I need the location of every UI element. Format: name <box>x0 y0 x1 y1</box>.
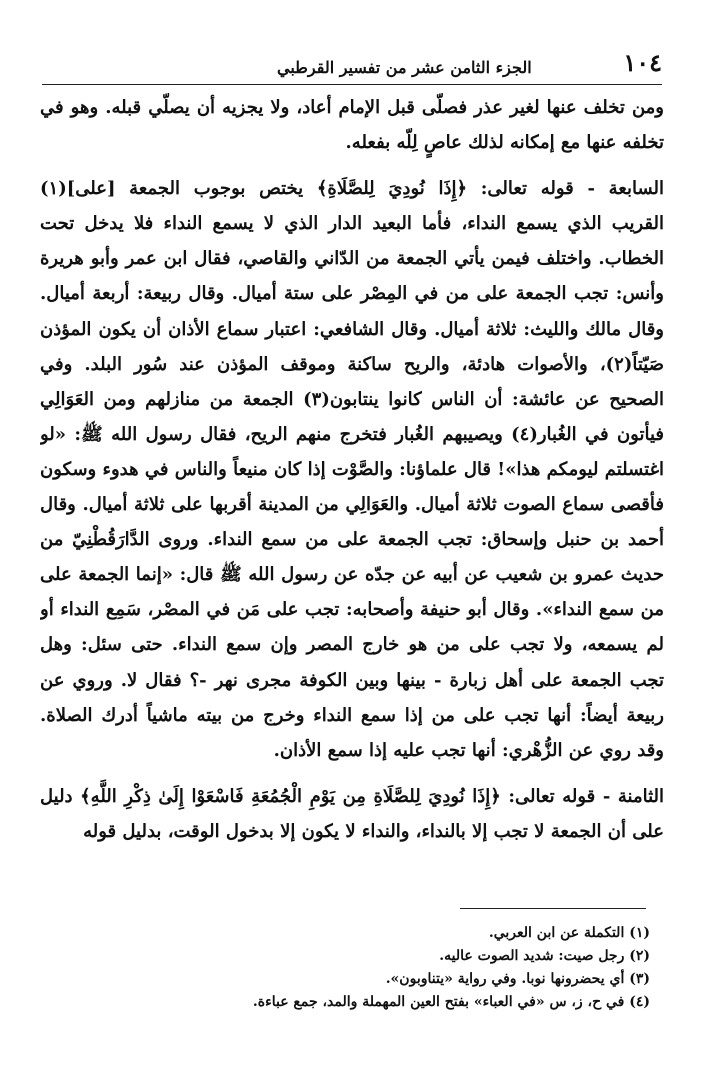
paragraph-gap <box>40 160 664 171</box>
text-line: الثامنة - قوله تعالى: ﴿إِذَا نُودِيَ لِلصَّلَاةِ مِن يَوْمِ الْجُمُعَةِ فَاسْعَوْا إِلَىٰ ذِكْرِ اللَّهِ﴾ دليل <box>40 785 664 807</box>
text-line: لم يسمعه، ولا تجب على من هو خارج المصر وإن سمع النداء. حتى سئل: وهل <box>40 634 664 656</box>
text-line: وقد روي عن الزُّهْري: أنها تجب عليه إذا سمع الأذان. <box>273 739 664 761</box>
footnote: (٢) رجل صيت: شديد الصوت عاليه. <box>439 948 650 964</box>
page-number: ١٠٤ <box>623 48 662 77</box>
footnote: (١) التكملة عن ابن العربي. <box>488 925 650 941</box>
text-line: حديث عمرو بن شعيب عن أبيه عن جدّه عن رسول الله ﷺ قال: «إنما الجمعة على <box>40 564 664 586</box>
text-line: تخلفه عنها مع إمكانه لذلك عاصٍ لِلّه بفعله. <box>345 132 664 154</box>
footnote: (٣) أي يحضرونها نوبا. وفي رواية «يتناوبون». <box>385 971 650 987</box>
text-line: اغتسلتم ليومكم هذا»! قال علماؤنا: والصَّوْت إذا كان منيعاً والناس في هدوء وسكون <box>40 458 664 480</box>
text-line: أحمد بن حنبل وإسحاق: تجب الجمعة على من سمع النداء. وروى الدَّارَقُطْنِيّ من <box>40 529 664 551</box>
paragraph-gap <box>40 768 664 779</box>
text-line: وقال مالك والليث: ثلاثة أميال. وقال الشافعي: اعتبار سماع الأذان أن يكون المؤذن <box>40 318 664 340</box>
text-line: ومن تخلف عنها لغير عذر فصلّى قبل الإمام أعاد، ولا يجزيه أن يصلّي قبله. وهو في <box>40 97 664 118</box>
paragraph <box>40 171 664 768</box>
footnotes <box>180 922 650 1014</box>
text-line: السابعة - قوله تعالى: ﴿إِذَا نُودِيَ لِلصَّلَاةِ﴾ يختص بوجوب الجمعة [على](١) <box>40 178 664 200</box>
paragraph <box>40 90 664 160</box>
text-line: وأنس: تجب الجمعة على من في المِصْر على ستة أميال. وقال ربيعة: أربعة أميال. <box>40 283 664 305</box>
text-line: صَيّتاً(٢)، والأصوات هادئة، والريح ساكنة وموقف المؤذن عند سُور البلد. وفي <box>40 353 664 375</box>
text-line: فيأتون في الغُبار(٤) ويصيبهم الغُبار فتخرج منهم الريح، فقال رسول الله ﷺ: «لو <box>40 423 664 445</box>
text-line: الصحيح عن عائشة: أن الناس كانوا ينتابون(٣) الجمعة من منازلهم ومن العَوَالِي <box>40 388 664 410</box>
text-line: القريب الذي يسمع النداء، فأما البعيد الدار الذي لا يسمع النداء فلا يدخل تحت <box>40 213 664 235</box>
text-line: الخطاب. واختلف فيمن يأتي الجمعة من الدّاني والقاصي، فقال ابن عمر وأبو هريرة <box>40 248 664 270</box>
text-line: تجب الجمعة على أهل زبارة - بينها وبين الكوفة مجرى نهر -؟ فقال لا. وروي عن <box>40 669 664 691</box>
page-header <box>42 44 662 85</box>
running-title: الجزء الثامن عشر من تفسير القرطبي <box>277 58 532 77</box>
text-line: فأقصى سماع الصوت ثلاثة أميال. والعَوَالِي من المدينة أقربها على ثلاثة أميال. وقال <box>40 494 664 516</box>
paragraph <box>40 779 664 849</box>
text-line: ربيعة أيضاً: أنها تجب على من إذا سمع النداء وخرج من بيته ماشياً أدرك الصلاة. <box>40 704 664 726</box>
text-line: من سمع النداء». وقال أبو حنيفة وأصحابه: تجب على مَن في المصْر، سَمِع النداء أو <box>40 599 664 621</box>
text-line: على أن الجمعة لا تجب إلا بالنداء، والنداء لا يكون إلا بدخول الوقت، بدليل قوله <box>83 820 664 842</box>
footnote-divider <box>460 908 646 909</box>
footnote: (٤) في ح، ز، س «في العباء» بفتح العين المهملة والمد، جمع عباءة. <box>252 994 650 1010</box>
main-text <box>40 90 664 849</box>
